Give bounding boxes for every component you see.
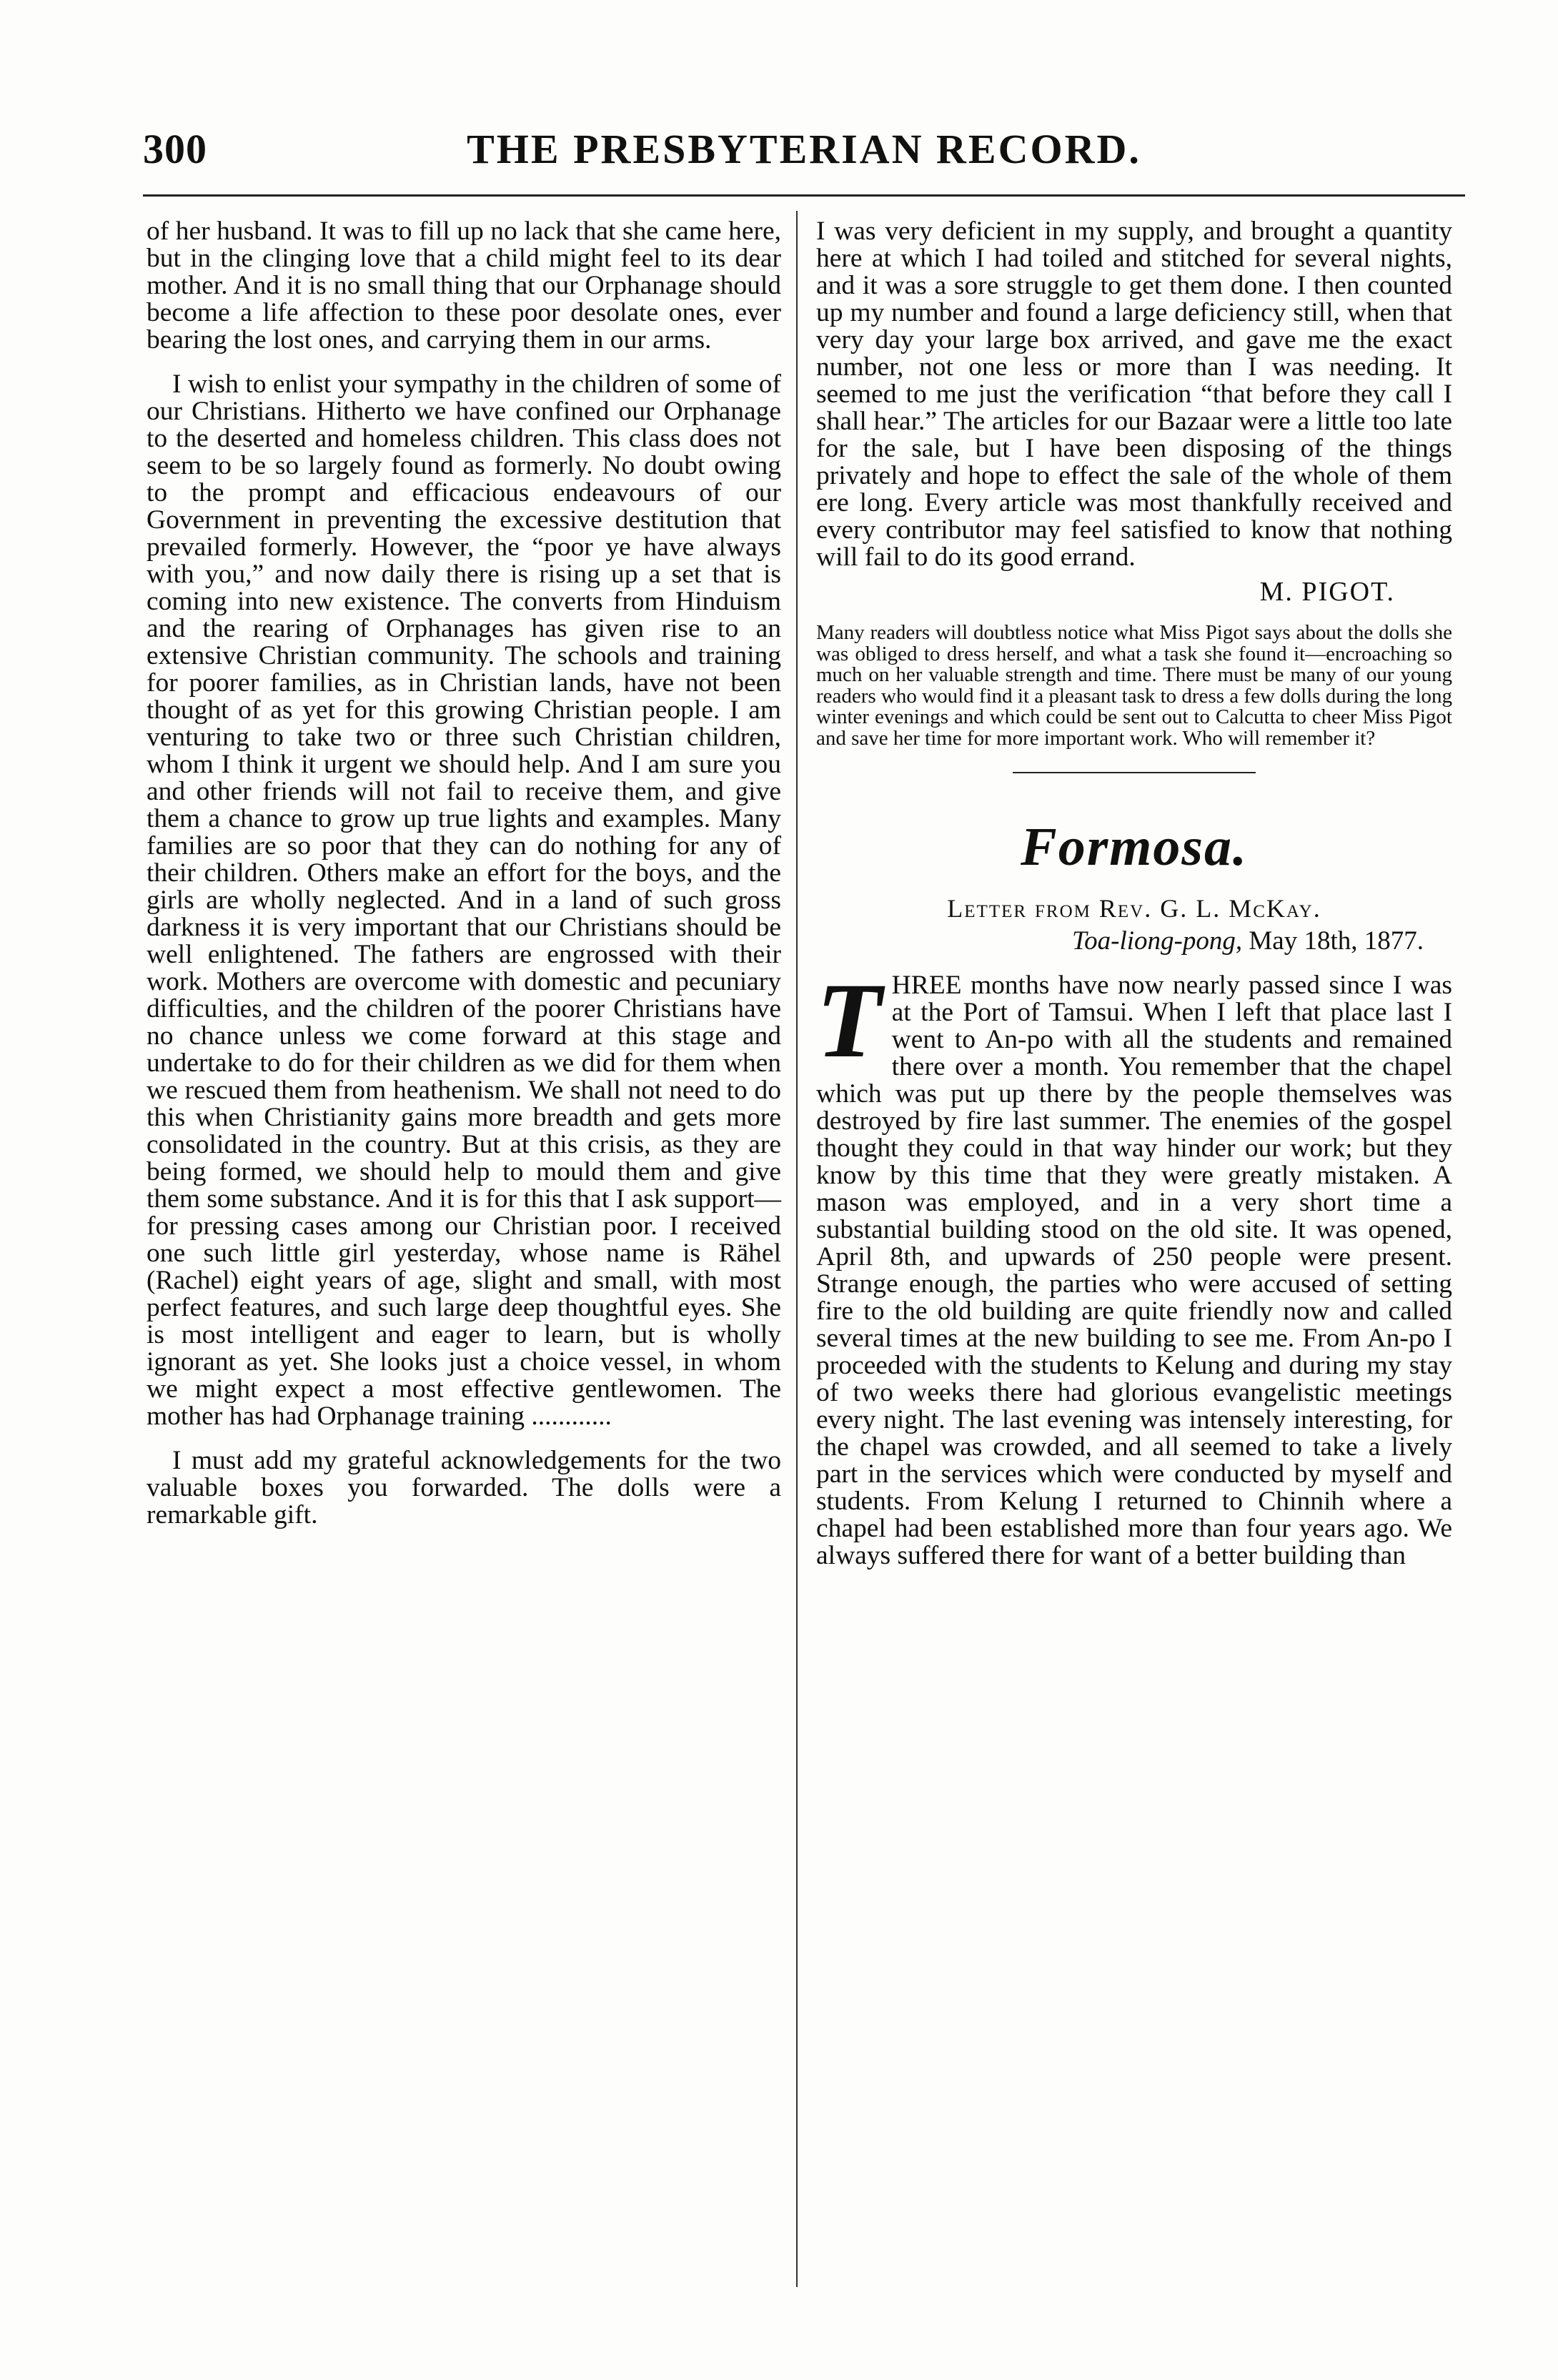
left-paragraph-1: of her husband. It was to fill up no lack that she came here, but in the clinging love that a child might feel to its dear mother. And it is no small thing that our Orphanage should become a life affection to these poor desolate ones, ever bearing the lost ones, and carrying them in our arms. [147, 217, 781, 354]
drop-cap: T [816, 961, 882, 1080]
left-paragraph-3: I must add my grateful acknowledgements for the two valuable boxes you forwarded. The dolls were a remarkable gift. [147, 1446, 781, 1529]
letter-date: May 18th, 1877. [1249, 926, 1424, 956]
journal-title: THE PRESBYTERIAN RECORD. [467, 126, 1141, 172]
letter-dateline [816, 928, 1452, 955]
page-number: 300 [143, 126, 207, 172]
right-column [816, 218, 1452, 1570]
header-rule [143, 194, 1465, 197]
section-rule [1013, 772, 1256, 773]
letter-paragraph [816, 961, 1452, 1570]
letter-body: months have now nearly passed since I was at the Port of Tamsui. When I left that place last I went to An-po with all the students and remained there over a month. You remember that the chapel which was put up there by the people themselves was destroyed by fire last summer. The enemies of the gospel thought they could in that way hinder our work; but they know by this time that they were greatly mistaken. A mason was employed, and in a very short time a substantial building stood on the old site. It was opened, April 8th, and upwards of 250 people were present. Strange enough, the parties who were accused of setting fire to the old building are quite friendly now and called several times at the new building to see me. From An-po I proceeded with the students to Kelung and during my stay of two weeks there had glorious evangelistic meetings every night. The last evening was intensely interesting, for the chapel was crowded, and all seemed to take a lively part in the services which were conducted by myself and students. From Kelung I returned to Chinnih where a chapel had been established more than four years ago. We always suffered there for want of a better building than [816, 971, 1452, 1570]
editor-note: Many readers will doubtless notice what Miss Pigot says about the dolls she was obliged to dress herself, and what a task she found it—encroaching so much on her valuable strength and time. There must be many of our young readers who would find it a pleasant task to dress a few dolls during the long winter evenings and which could be sent out to Calcutta to cheer Miss Pigot and save her time for more important work. Who will remember it? [816, 621, 1452, 750]
letter-place: Toa-liong-pong, [1072, 926, 1243, 956]
signature: M. PIGOT. [1259, 577, 1395, 607]
right-paragraph-1: I was very deficient in my supply, and brought a quantity here at which I had toiled and stitched for several nights, and it was a sore struggle to get them done. I then counted up my number and found a large deficiency still, when that very day your large box arrived, and gave me the exact number, not one less or more than I was needing. It seemed to me just the verification “that before they call I shall hear.” The articles for our Bazaar were a little too late for the sale, but I have been disposing of the things privately and hope to effect the sale of the whole of them ere long. Every article was most thankfully received and every contributor may feel satisfied to know that nothing will fail to do its good errand. [816, 217, 1452, 572]
section-title: Formosa. [1021, 817, 1248, 877]
first-word: HREE [891, 971, 962, 1000]
page-header [143, 125, 1465, 189]
letter-heading: Letter from Rev. G. L. McKay. [947, 894, 1321, 923]
left-column [147, 218, 781, 1529]
column-divider [796, 211, 798, 2287]
left-paragraph-2: I wish to enlist your sympathy in the children of some of our Christians. Hitherto we have confined our Orphanage to the deserted and homeless children. This class does not seem to be so largely found as formerly. No doubt owing to the prompt and efficacious endeavours of our Government in preventing the excessive destitution that prevailed formerly. However, the “poor ye have always with you,” and now daily there is rising up a set that is coming into new existence. The converts from Hinduism and the rearing of Orphanages has given rise to an extensive Christian community. The schools and training for poorer families, as in Christian lands, have not been thought of as yet for this growing Christian people. I am venturing to take two or three such Christian children, whom I think it urgent we should help. And I am sure you and other friends will not fail to receive them, and give them a chance to grow up true lights and examples. Many families are so poor that they can do nothing for any of their children. Others make an effort for the boys, and the girls are wholly neglected. And in a land of such gross darkness it is very important that our Christians should be well enlightened. The fathers are engrossed with their work. Mothers are overcome with domestic and pecuniary difficulties, and the children of the poorer Christians have no chance unless we come forward at this stage and undertake to do for their children as we did for them when we rescued them from heathenism. We shall not need to do this when Christianity gains more breadth and gets more consolidated in the country. But at this crisis, as they are being formed, we should help to mould them and give them some substance. And it is for this that I ask support—for pressing cases among our Christian poor. I received one such little girl yesterday, whose name is Rähel (Rachel) eight years of age, slight and small, with most perfect features, and such large deep thoughtful eyes. She is most intelligent and eager to learn, but is wholly ignorant as yet. She looks just a choice vessel, in whom we might expect a most effective gentlewomen. The mother has had Orphanage training ............ [147, 370, 781, 1431]
